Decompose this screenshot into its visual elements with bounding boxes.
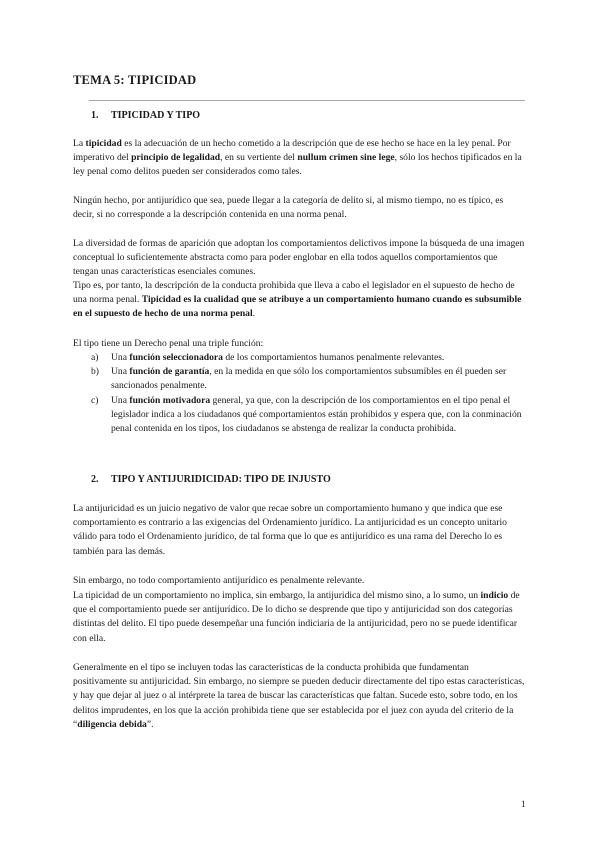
text-run: , sólo los hechos tipificados en la ley penal como delitos pueden ser considerados como tales. xyxy=(73,152,522,178)
list-item xyxy=(91,351,525,365)
list-term: función de garantía xyxy=(129,366,210,378)
text-run: . xyxy=(252,308,256,320)
text-run: de los comportamientos humanos penalmente relevantes. xyxy=(222,352,445,363)
list-term: función motivadora xyxy=(129,394,211,406)
text-run: , en la medida en que sólo los comportamientos subsumibles en él pueden ser sancionados penalmente. xyxy=(111,366,507,392)
text-run: ”. xyxy=(146,718,154,730)
list-marker: a) xyxy=(91,352,99,363)
term-nullum-crimen: nullum crimen sine lege xyxy=(297,152,395,164)
s1-paragraph-1 xyxy=(73,137,525,180)
section-1-number: 1. xyxy=(91,110,99,121)
section-1-title: TIPICIDAD Y TIPO xyxy=(111,110,201,121)
section-2-heading xyxy=(91,474,331,485)
text-run: Generalmente en el tipo se incluyen todas las características de la conducta prohibida que fundamentan positivamente su antijuricidad. Sin embargo, no siempre se pueden deducir directamente del tipo estas características, y hay que dejar al juez o al intérprete la tarea de buscar las características que faltan. Sucede esto, sobre todo, en los delitos imprudentes, en los que la acción prohibida tiene que ser establecida por el juez con ayuda del criterio de la “ xyxy=(73,662,525,730)
list-marker: c) xyxy=(91,394,99,406)
list-item xyxy=(91,394,525,437)
term-tipicidad: tipicidad xyxy=(85,138,122,149)
page-number: 1 xyxy=(521,799,526,809)
function-list xyxy=(91,351,525,436)
list-marker: b) xyxy=(91,366,99,378)
text-run: Una xyxy=(111,394,130,406)
s2-paragraph-2: Sin embargo, no todo comportamiento antijurídico es penalmente relevante. xyxy=(73,575,365,586)
section-2-number: 2. xyxy=(91,474,99,485)
text-run: Tipo es, por tanto, la descripción de la conducta prohibida que lleva a cabo el legislador en el supuesto de hecho de una norma penal. xyxy=(73,280,515,306)
document-title: TEMA 5: TIPICIDAD xyxy=(73,73,197,87)
title-divider xyxy=(89,100,525,101)
s2-paragraph-1: La antijuricidad es un juicio negativo de valor que recae sobre un comportamiento humano y que indica que ese comportamiento es contrario a las exigencias del Ordenamiento jurídico. La antijuricidad es un concepto unitario válido para todo el Ordenamiento jurídico, de tal forma que lo que es antijurídico es una rama del Derecho lo es también para las demás. xyxy=(73,503,507,557)
term-principio-legalidad: principio de legalidad xyxy=(131,152,221,164)
text-run: , en su vertiente del xyxy=(220,152,298,164)
s2-paragraph-4 xyxy=(73,661,525,732)
list-item xyxy=(91,365,525,393)
term-indicio: indicio xyxy=(480,590,509,601)
section-2-title: TIPO Y ANTIJURIDICIDAD: TIPO DE INJUSTO xyxy=(111,474,331,485)
term-diligencia-debida: diligencia debida xyxy=(77,718,147,730)
text-run: La tipicidad de un comportamiento no implica, sin embargo, la antijuridica del mismo sino, a lo sumo, un xyxy=(73,590,481,601)
list-term: función seleccionadora xyxy=(129,352,223,363)
text-run: Una xyxy=(111,352,130,363)
s2-paragraph-3 xyxy=(73,589,525,646)
text-run: es la adecuación de un hecho cometido a la descripción que de ese hecho se hace en la ley penal. Por imperativo del xyxy=(73,138,511,164)
text-run: general, ya que, con la descripción de los comportamientos en el tipo penal el legislador indica a los ciudadanos qué comportamientos están prohibidos y espera que, con la conminación penal contenida en los tipos, los ciudadanos se abstenga de realizar la conducta prohibida. xyxy=(111,394,522,435)
s1-paragraph-5: El tipo tiene un Derecho penal una triple función: xyxy=(73,338,264,349)
section-1-heading xyxy=(91,110,200,121)
s1-paragraph-4 xyxy=(73,279,525,322)
text-run: Una xyxy=(111,366,130,378)
definition-tipicidad: Tipicidad es la cualidad que se atribuye a un comportamiento humano cuando es subsumible en el supuesto de hecho de una norma penal xyxy=(73,294,522,320)
s1-paragraph-2: Ningún hecho, por antijurídico que sea, puede llegar a la categoría de delito si, al mismo tiempo, no es típico, es decir, si no corresponde a la descripción contenida en una norma penal. xyxy=(73,195,504,221)
text-run: de que el comportamiento puede ser antijurídico. De lo dicho se desprende que tipo y antijuricidad son dos categorías distintas del delito. El tipo puede desempeñar una función indiciaria de la antijuricidad, pero no se puede identificar con ella. xyxy=(73,590,520,644)
s1-paragraph-3: La diversidad de formas de aparición que adoptan los comportamientos delictivos impone la búsqueda de una imagen conceptual lo suficientemente abstracta como para poder englobar en ella todos aquellos comportamientos que tengan unas características esenciales comunes. xyxy=(73,238,525,278)
text-run: La xyxy=(73,138,86,149)
